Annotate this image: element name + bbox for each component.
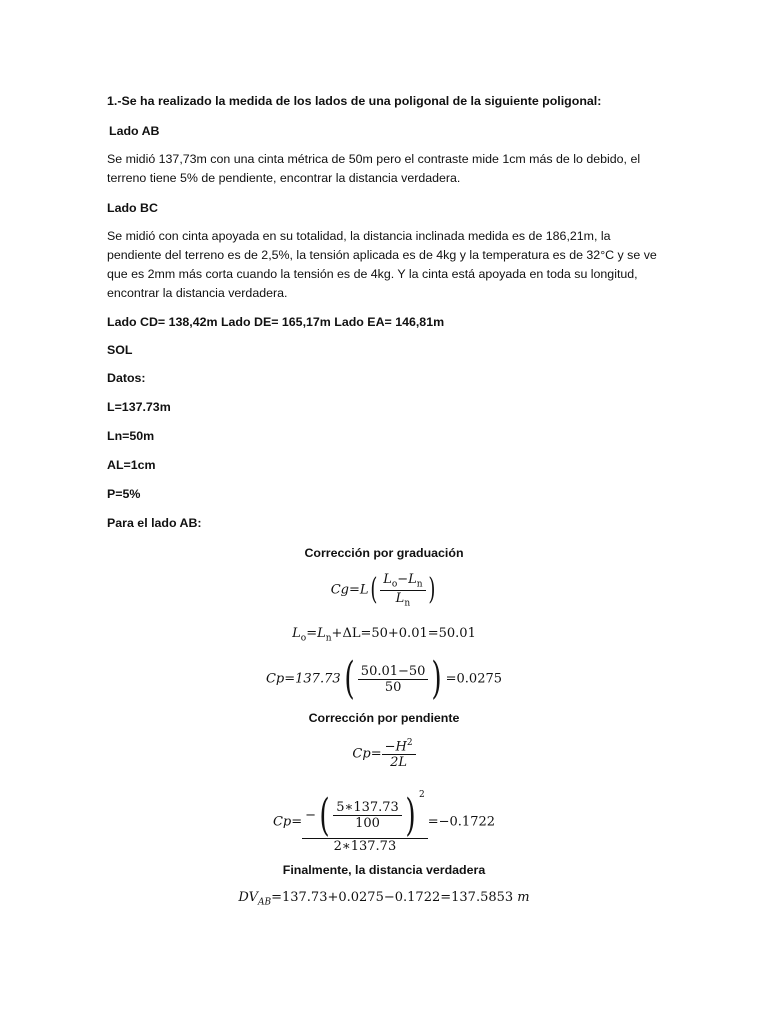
lo-l: L <box>292 626 301 641</box>
other-sides: Lado CD= 138,42m Lado DE= 165,17m Lado EA= 146,81m <box>107 315 445 329</box>
sol-label: SOL <box>107 343 133 357</box>
dato-item: P=5% <box>107 487 141 501</box>
lo-rest: +ΔL=50+0.01=50.01 <box>331 626 476 641</box>
lo-eq-sub: n <box>325 633 332 644</box>
title-final: Finalmente, la distancia verdadera <box>282 863 486 877</box>
cg-fraction <box>380 572 425 608</box>
cg-num-sub1: o <box>391 579 398 590</box>
cp3-minus: − <box>305 808 317 823</box>
dato-item: AL=1cm <box>107 458 156 472</box>
lado-ab-label: Lado AB <box>109 124 160 138</box>
cg-num-sub2: n <box>416 579 423 590</box>
lado-bc-text-4: encontrar la distancia verdadera. <box>107 286 288 300</box>
dv-unit: m <box>517 890 530 905</box>
cp3-in-num: 5∗137.73 <box>336 800 399 815</box>
right-paren: ) <box>431 653 443 704</box>
cp1-rhs: =0.0275 <box>445 671 503 687</box>
formula-lo <box>0 626 768 644</box>
dv-sub: AB <box>257 897 272 908</box>
cg-num-l: L <box>383 572 392 587</box>
cp3-rhs: =−0.1722 <box>427 814 496 830</box>
cp1-lhs: Cp=137.73 <box>265 671 341 687</box>
cg-lhs: Cg=L <box>330 582 369 598</box>
left-paren: ( <box>319 789 330 841</box>
dato-item: L=137.73m <box>107 400 171 414</box>
cp3-lhs: Cp= <box>272 814 303 830</box>
cp3-in-den: 100 <box>333 815 402 831</box>
lo-sub: o <box>300 633 307 644</box>
cp1-fraction <box>358 664 429 695</box>
para-lado-ab: Para el lado AB: <box>107 516 202 530</box>
cp2-num: −H <box>384 739 407 755</box>
cg-den-l: L <box>395 590 405 606</box>
cp3-den: 2∗137.73 <box>302 838 428 854</box>
formula-cg <box>0 572 768 608</box>
formula-cp1 <box>0 653 768 704</box>
lado-bc-text-1: Se midió con cinta apoyada en su totalidad, la distancia inclinada medida es de 186,21m, la <box>107 229 611 243</box>
right-paren: ) <box>427 572 435 608</box>
cp3-sup: 2 <box>419 790 425 800</box>
formula-dv <box>0 890 768 908</box>
lo-eq: =L <box>306 626 326 641</box>
formula-cp2 <box>0 738 768 770</box>
problem-heading: 1.-Se ha realizado la medida de los lados de una poligonal de la siguiente poligonal: <box>107 94 602 108</box>
cp2-den: 2L <box>382 754 416 770</box>
lado-ab-text-2: terreno tiene 5% de pendiente, encontrar la distancia verdadera. <box>107 171 461 185</box>
dato-item: Ln=50m <box>107 429 155 443</box>
cp3-fraction <box>302 790 428 854</box>
cg-num-minus: −L <box>397 572 417 587</box>
title-graduacion: Corrección por graduación <box>304 546 464 560</box>
cg-den-sub: n <box>404 598 411 609</box>
cp3-inner-fraction <box>333 800 402 831</box>
left-paren: ( <box>344 653 355 704</box>
cp2-fraction <box>382 738 416 770</box>
cp2-lhs: Cp= <box>352 746 382 762</box>
cp1-num: 50.01−50 <box>360 663 426 679</box>
dv-lhs: DV <box>238 890 258 905</box>
lado-bc-label: Lado BC <box>107 201 158 215</box>
lado-ab-text-1: Se midió 137,73m con una cinta métrica de 50m pero el contraste mide 1cm más de lo debido, el <box>107 152 641 166</box>
title-pendiente: Corrección por pendiente <box>308 711 460 725</box>
formula-cp3 <box>0 790 768 854</box>
left-paren: ( <box>370 572 378 608</box>
lado-bc-text-3: que es 2mm más corta cuando la tensión es de 4kg. Y la cinta está apoyada en toda su longitud, <box>107 267 638 281</box>
cp1-den: 50 <box>358 679 429 695</box>
dv-rhs: =137.73+0.0275−0.1722=137.5853 <box>271 890 514 905</box>
cp2-sup: 2 <box>406 738 413 748</box>
datos-label: Datos: <box>107 371 146 385</box>
right-paren: ) <box>405 789 416 841</box>
lado-bc-text-2: pendiente del terreno es de 2,5%, la tensión aplicada es de 4kg y la temperatura es de 32°C y se ve <box>107 248 657 262</box>
